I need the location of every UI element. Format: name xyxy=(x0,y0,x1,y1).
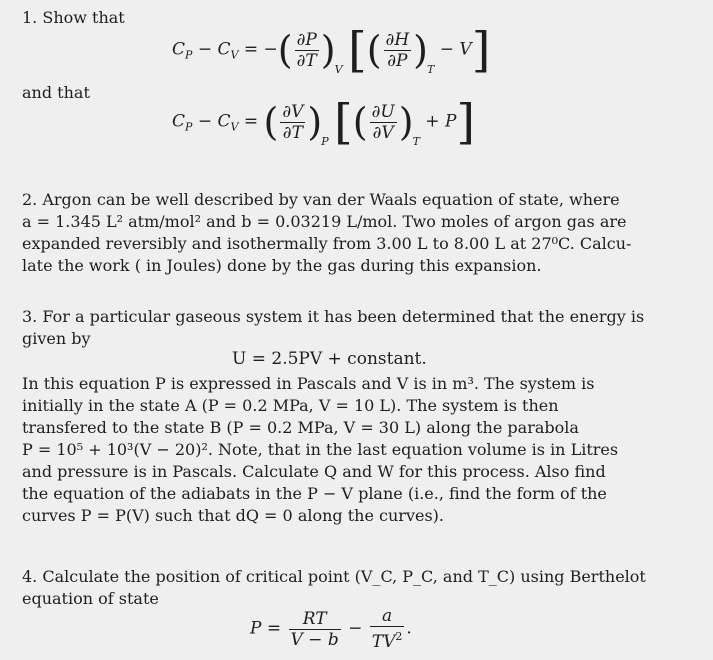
q2-line: late the work ( in Joules) done by the gas during this expansion. xyxy=(22,256,542,275)
q4-line: 4. Calculate the position of critical point (V_C, P_C, and T_C) using Berthelot xyxy=(22,567,646,586)
q3-intro-line: 3. For a particular gaseous system it has been determined that the energy is xyxy=(22,307,645,326)
q4-paragraph xyxy=(22,566,692,610)
q3-body-line: In this equation P is expressed in Pascals and V is in m³. The system is xyxy=(22,374,595,393)
q3-body-line: curves P = P(V) such that dQ = 0 along the curves). xyxy=(22,506,444,525)
q4-line: equation of state xyxy=(22,589,159,608)
q2-line: expanded reversibly and isothermally from 3.00 L to 8.00 L at 27⁰C. Calcu- xyxy=(22,234,632,253)
q2-line: a = 1.345 L² atm/mol² and b = 0.03219 L/mol. Two moles of argon gas are xyxy=(22,212,627,231)
q3-intro-line: given by xyxy=(22,329,91,348)
q3-body-line: and pressure is in Pascals. Calculate Q and W for this process. Also find xyxy=(22,462,606,481)
q3-equation: U = 2.5PV + constant. xyxy=(232,349,427,369)
q2-line: 2. Argon can be well described by van der Waals equation of state, where xyxy=(22,190,620,209)
q3-body-line: initially in the state A (P = 0.2 MPa, V = 10 L). The system is then xyxy=(22,396,559,415)
q1-prefix: 1. Show that xyxy=(22,8,125,27)
q2-paragraph xyxy=(22,189,692,277)
q3-body-line: the equation of the adiabats in the P − V plane (i.e., find the form of the xyxy=(22,484,607,503)
q4-berthelot-equation: P = $\frac{RT}{V - b}$ − $\frac{a}{TV^2}$ . xyxy=(250,606,412,652)
q1-connector: and that xyxy=(22,83,90,102)
q3-body xyxy=(22,373,692,527)
q1-equation-2: $C_P - C_V$ = ( $\frac{\partial V}{\partial T}$ )$_P$ [( $\frac{\partial U}{\partial V}$ )$_T + P$] xyxy=(172,94,476,150)
q1-equation-1: $C_P - C_V$ = −( $\frac{\partial P}{\partial T}$ )$_V$ [( $\frac{\partial H}{\partial P}$ )$_T - V$] xyxy=(172,22,491,78)
q3-intro xyxy=(22,306,692,350)
q3-body-line: transfered to the state B (P = 0.2 MPa, V = 30 L) along the parabola xyxy=(22,418,579,437)
q3-body-line: P = 10⁵ + 10³(V − 20)². Note, that in the last equation volume is in Litres xyxy=(22,440,619,459)
